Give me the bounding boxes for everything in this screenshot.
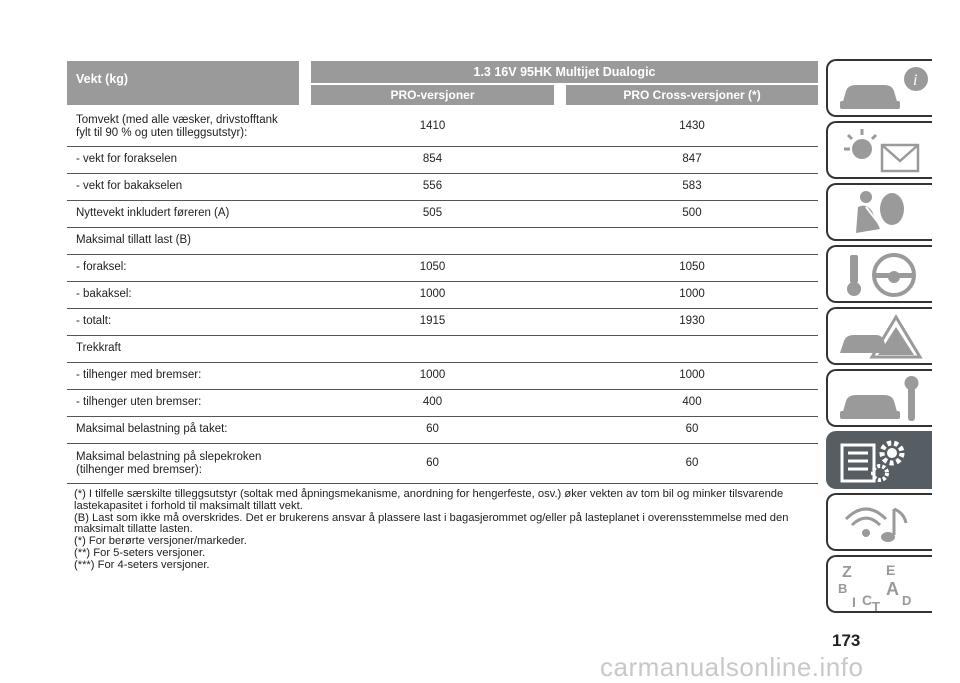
table-row xyxy=(67,309,818,336)
pro-value: 1050 xyxy=(419,261,446,273)
pro-cross-value: 60 xyxy=(685,457,699,469)
footnote: (B) Last som ikke må overskrides. Det er brukerens ansvar å plassere last i bagasjerommet og/eller på lasteplanet i overensstemmelse med den maksimalt tillatte lasten. xyxy=(74,511,789,536)
table-row xyxy=(67,228,818,255)
table-row xyxy=(67,147,818,174)
svg-text:i: i xyxy=(913,72,918,89)
pro-cross-value: 1430 xyxy=(679,120,705,132)
row-label: Nyttevekt inkludert føreren (A) xyxy=(76,207,230,219)
footnote: (***) For 4-seters versjoner. xyxy=(74,558,210,571)
row-label: - foraksel: xyxy=(76,261,127,273)
pro-cross-value: 1000 xyxy=(679,288,705,300)
pro-value: 854 xyxy=(422,153,443,165)
row-label: - bakaksel: xyxy=(76,288,132,300)
pro-value: 60 xyxy=(426,423,439,435)
pro-cross-value: 583 xyxy=(682,180,702,192)
tab-technical-data[interactable] xyxy=(826,431,932,489)
engine-header: 1.3 16V 95HK Multijet Dualogic xyxy=(311,61,818,83)
table-row xyxy=(67,444,818,484)
crash-icon xyxy=(836,313,932,363)
music-phone-icon xyxy=(836,499,932,549)
svg-text:B: B xyxy=(838,581,848,596)
row-label: - totalt: xyxy=(76,315,112,327)
pro-value: 60 xyxy=(426,457,439,469)
table-row xyxy=(67,363,818,390)
table-row xyxy=(67,174,818,201)
table-row xyxy=(67,336,818,363)
tab-safety[interactable] xyxy=(826,183,932,241)
pro-cross-version-header: PRO Cross-versjoner (*) xyxy=(566,85,818,105)
car-wrench-icon xyxy=(836,375,932,425)
tab-index[interactable] xyxy=(826,555,932,613)
tab-warning-lights[interactable] xyxy=(826,121,932,179)
weight-column-header xyxy=(67,61,299,105)
pro-cross-value: 847 xyxy=(682,153,702,165)
svg-text:E: E xyxy=(886,562,896,578)
svg-text:D: D xyxy=(902,593,912,608)
row-label: - tilhenger uten bremser: xyxy=(76,396,202,408)
svg-text:Z: Z xyxy=(842,564,852,581)
table-row xyxy=(67,390,818,417)
svg-text:T: T xyxy=(872,599,880,611)
warning-lights-icon xyxy=(836,127,932,177)
pro-cross-value: 1930 xyxy=(679,315,705,327)
alphabet-index-icon xyxy=(836,561,932,611)
pro-version-header: PRO-versjoner xyxy=(311,85,554,105)
footnote: (*) For berørte versjoner/markeder. xyxy=(74,535,247,548)
svg-text:I: I xyxy=(852,594,856,610)
table-row xyxy=(67,107,818,147)
table-row xyxy=(67,417,818,444)
row-label: Tomvekt (med alle væsker, drivstofftank fylt til 90 % og uten tilleggsutstyr): xyxy=(76,114,278,139)
svg-text:A: A xyxy=(886,579,899,599)
table-row xyxy=(67,201,818,228)
pro-cross-value: 400 xyxy=(682,396,702,408)
pro-value: 505 xyxy=(422,207,443,219)
tab-multimedia[interactable] xyxy=(826,493,932,551)
pro-value: 1000 xyxy=(419,369,446,381)
tab-starting-driving[interactable] xyxy=(826,245,932,303)
weights-table xyxy=(67,61,818,476)
pro-cross-value: 60 xyxy=(685,423,699,435)
row-label: - tilhenger med bremser: xyxy=(76,369,202,381)
row-label: - vekt for forakselen xyxy=(76,153,177,165)
row-label: Trekkraft xyxy=(76,342,121,354)
pro-value: 1410 xyxy=(419,120,446,132)
row-label: Maksimal belastning på slepekroken (tilhenger med bremser): xyxy=(76,451,262,476)
page-number: 173 xyxy=(832,631,861,650)
table-row xyxy=(67,255,818,282)
tab-maintenance[interactable] xyxy=(826,369,932,427)
row-label: Maksimal tillatt last (B) xyxy=(76,234,192,246)
weight-column-label: Vekt (kg) xyxy=(76,72,129,86)
watermark: carmanualsonline.info xyxy=(600,652,864,682)
tab-car-info[interactable] xyxy=(826,59,932,117)
row-label: - vekt for bakakselen xyxy=(76,180,183,192)
table-row xyxy=(67,282,818,309)
pro-value: 400 xyxy=(422,396,443,408)
car-info-icon xyxy=(836,65,932,115)
tab-emergency[interactable] xyxy=(826,307,932,365)
airbag-icon xyxy=(836,189,932,239)
table-header xyxy=(67,61,818,105)
table-body xyxy=(67,107,818,484)
footnotes xyxy=(74,489,824,572)
spec-gear-icon xyxy=(836,437,932,487)
pro-cross-value: 1050 xyxy=(679,261,705,273)
pro-value: 1915 xyxy=(419,315,446,327)
footnote: (**) For 5-seters versjoner. xyxy=(74,546,206,559)
svg-text:C: C xyxy=(862,592,873,608)
pro-value: 556 xyxy=(422,180,443,192)
row-label: Maksimal belastning på taket: xyxy=(76,423,228,435)
footnote: (*) I tilfelle særskilte tilleggsutstyr (soltak med åpningsmekanisme, anordning for hengerfeste, osv.) øker vekten av tom bil og minker tilsvarende lastekapasitet i forhold til maksimalt tillatt vekt. xyxy=(74,488,784,512)
pro-value: 1000 xyxy=(419,288,446,300)
pro-cross-value: 1000 xyxy=(679,369,705,381)
pro-cross-value: 500 xyxy=(682,207,702,219)
steering-key-icon xyxy=(836,251,932,301)
